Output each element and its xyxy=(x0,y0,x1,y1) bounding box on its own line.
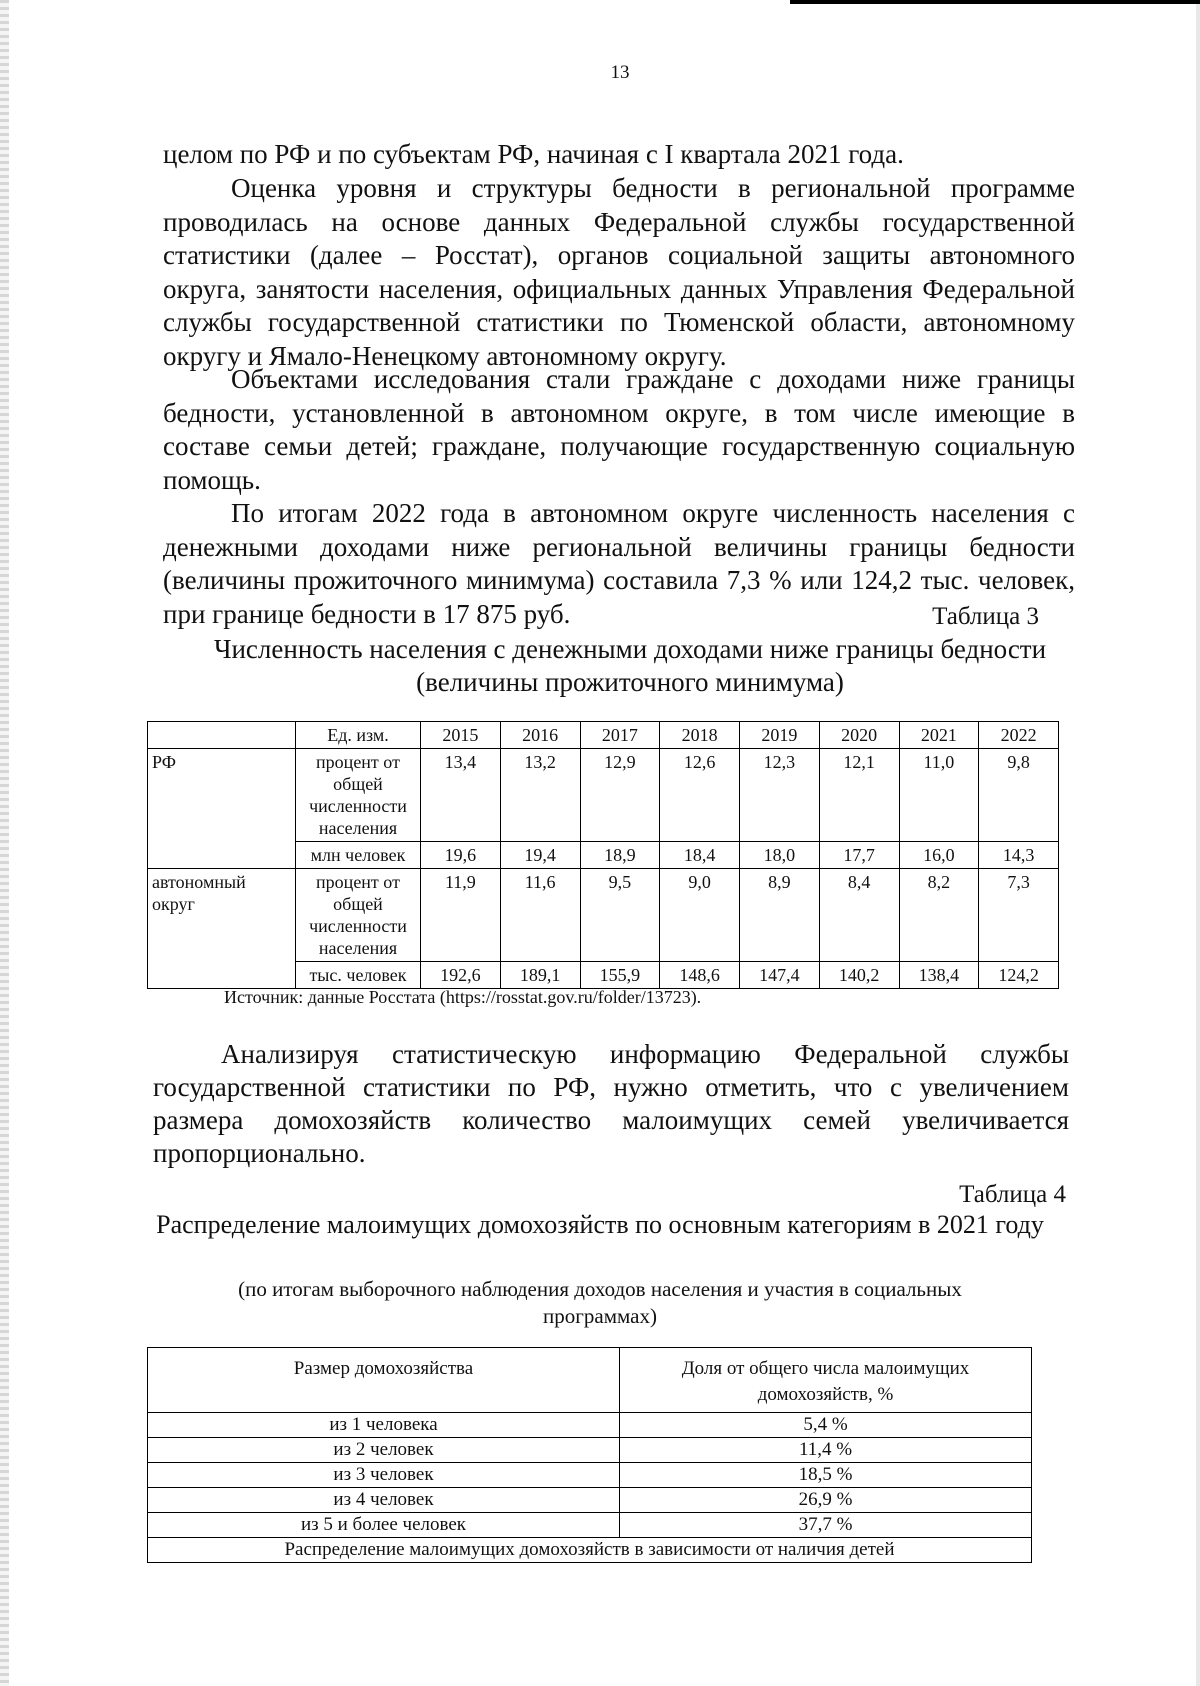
table4-size-cell: из 5 и более человек xyxy=(148,1513,620,1538)
table3-value-cell: 11,9 xyxy=(421,869,501,962)
table3-value-cell: 12,3 xyxy=(740,749,820,842)
table3-value-cell: 18,4 xyxy=(660,842,740,869)
table4-col1-header: Размер домохозяйства xyxy=(148,1348,620,1413)
table4-size-cell: из 1 человека xyxy=(148,1413,620,1438)
table3-year-header: 2020 xyxy=(819,722,899,749)
table3-unit-cell: процент от общей численности населения xyxy=(296,749,421,842)
table3-value-cell: 192,6 xyxy=(421,962,501,989)
table4-col2-header: Доля от общего числа малоимущих домохозяйств, % xyxy=(620,1348,1032,1413)
table3-value-cell: 17,7 xyxy=(819,842,899,869)
table3-year-header: 2016 xyxy=(500,722,580,749)
table3 xyxy=(147,721,1059,989)
table3-row-ao-percent xyxy=(148,869,1059,962)
table4-share-cell: 37,7 % xyxy=(620,1513,1032,1538)
table3-region-cell: автономный округ xyxy=(148,869,296,989)
table4-share-cell: 5,4 % xyxy=(620,1413,1032,1438)
table3-unit-cell: млн человек xyxy=(296,842,421,869)
table4-title: Распределение малоимущих домохозяйств по основным категориям в 2021 году xyxy=(156,1210,1044,1239)
table3-value-cell: 8,4 xyxy=(819,869,899,962)
table3-value-cell: 13,4 xyxy=(421,749,501,842)
table3-year-header: 2022 xyxy=(979,722,1059,749)
table3-unit-header: Ед. изм. xyxy=(296,722,421,749)
table3-value-cell: 7,3 xyxy=(979,869,1059,962)
table3-year-header: 2018 xyxy=(660,722,740,749)
table3-label: Таблица 3 xyxy=(932,603,1039,630)
table3-value-cell: 12,1 xyxy=(819,749,899,842)
table4-row xyxy=(148,1463,1032,1488)
table3-region-cell: РФ xyxy=(148,749,296,869)
table3-year-header: 2021 xyxy=(899,722,979,749)
scan-left-edge xyxy=(0,0,9,1686)
table3-value-cell: 9,5 xyxy=(580,869,660,962)
table4-footer-row xyxy=(148,1538,1032,1563)
table3-value-cell: 14,3 xyxy=(979,842,1059,869)
table3-value-cell: 9,0 xyxy=(660,869,740,962)
table3-value-cell: 147,4 xyxy=(740,962,820,989)
table3-year-header: 2017 xyxy=(580,722,660,749)
table4-subtitle: (по итогам выборочного наблюдения доходов населения и участия в социальных программах) xyxy=(238,1277,962,1328)
table3-value-cell: 12,6 xyxy=(660,749,740,842)
table3-value-cell: 189,1 xyxy=(500,962,580,989)
table4-header-row xyxy=(148,1348,1032,1413)
scan-top-line xyxy=(790,0,1200,4)
table3-unit-cell: процент от общей численности населения xyxy=(296,869,421,962)
table3-unit-cell: тыс. человек xyxy=(296,962,421,989)
page-number: 13 xyxy=(610,62,630,83)
table3-value-cell: 16,0 xyxy=(899,842,979,869)
table4-share-cell: 18,5 % xyxy=(620,1463,1032,1488)
table3-year-header: 2019 xyxy=(740,722,820,749)
table3-value-cell: 124,2 xyxy=(979,962,1059,989)
table4-row xyxy=(148,1513,1032,1538)
table3-value-cell: 8,9 xyxy=(740,869,820,962)
table3-value-cell: 11,6 xyxy=(500,869,580,962)
table3-row-rf-percent xyxy=(148,749,1059,842)
paragraph-2: Оценка уровня и структуры бедности в региональной программе проводилась на основе данных Федеральной службы государственной статистики (далее – Росстат), органов социальной защиты автономного округа, занятости населения, официальных данных Управления Федеральной службы государственной статистики по Тюменской области, автономному округу и Ямало-Ненецкому автономному округу. xyxy=(163,173,1075,371)
table3-value-cell: 18,0 xyxy=(740,842,820,869)
table3-value-cell: 140,2 xyxy=(819,962,899,989)
table4-footer-cell: Распределение малоимущих домохозяйств в зависимости от наличия детей xyxy=(148,1538,1032,1563)
table3-value-cell: 19,6 xyxy=(421,842,501,869)
table4-row xyxy=(148,1438,1032,1463)
table3-header-row xyxy=(148,722,1059,749)
table3-value-cell: 13,2 xyxy=(500,749,580,842)
table3-corner-cell xyxy=(148,722,296,749)
table4-label: Таблица 4 xyxy=(959,1181,1066,1208)
table3-year-header: 2015 xyxy=(421,722,501,749)
table3-title: Численность населения с денежными доходами ниже границы бедности (величины прожиточного минимума) xyxy=(213,634,1047,697)
table3-value-cell: 155,9 xyxy=(580,962,660,989)
table3-value-cell: 148,6 xyxy=(660,962,740,989)
table3-value-cell: 138,4 xyxy=(899,962,979,989)
paragraph-4: По итогам 2022 года в автономном округе численность населения с денежными доходами ниже региональной величины границы бедности (величины прожиточного минимума) составила 7,3 % или 124,2 тыс. человек, при границе бедности в 17 875 руб. xyxy=(163,498,1075,629)
table4-row xyxy=(148,1488,1032,1513)
table4-share-cell: 11,4 % xyxy=(620,1438,1032,1463)
table3-value-cell: 9,8 xyxy=(979,749,1059,842)
table3-value-cell: 8,2 xyxy=(899,869,979,962)
table3-value-cell: 12,9 xyxy=(580,749,660,842)
table4-row xyxy=(148,1413,1032,1438)
table4-share-cell: 26,9 % xyxy=(620,1488,1032,1513)
paragraph-5: Анализируя статистическую информацию Федеральной службы государственной статистики по РФ, нужно отметить, что с увеличением размера домохозяйств количество малоимущих семей увеличивается пропорционально. xyxy=(153,1039,1069,1168)
paragraph-1: целом по РФ и по субъектам РФ, начиная с I квартала 2021 года. xyxy=(163,139,904,169)
table4-size-cell: из 2 человек xyxy=(148,1438,620,1463)
table3-value-cell: 18,9 xyxy=(580,842,660,869)
scan-right-edge xyxy=(1196,0,1200,1686)
table4 xyxy=(147,1347,1032,1563)
table3-value-cell: 11,0 xyxy=(899,749,979,842)
table4-size-cell: из 4 человек xyxy=(148,1488,620,1513)
table4-size-cell: из 3 человек xyxy=(148,1463,620,1488)
table3-source: Источник: данные Росстата (https://rosstat.gov.ru/folder/13723). xyxy=(224,987,702,1007)
paragraph-3: Объектами исследования стали граждане с доходами ниже границы бедности, установленной в автономном округе, в том числе имеющие в составе семьи детей; граждане, получающие государственную социальную помощь. xyxy=(163,364,1075,495)
table3-value-cell: 19,4 xyxy=(500,842,580,869)
